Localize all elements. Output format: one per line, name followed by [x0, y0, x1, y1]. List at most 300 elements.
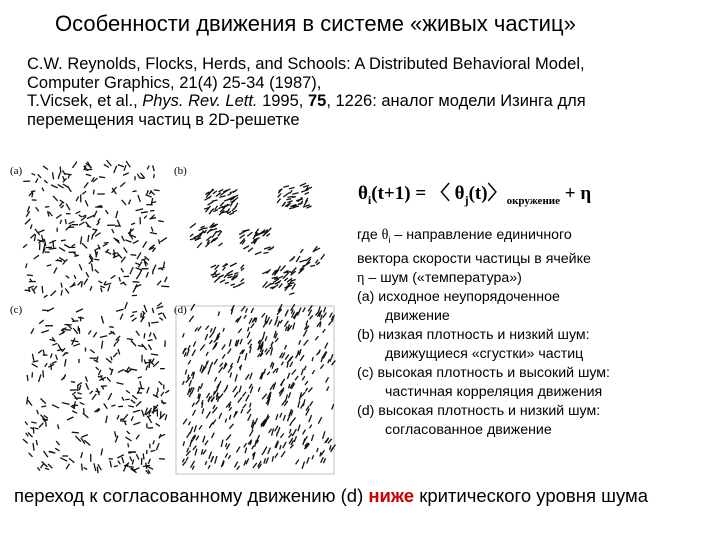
particle: [292, 370, 296, 375]
particle: [90, 350, 95, 353]
particle: [248, 414, 251, 421]
particle: [264, 369, 266, 374]
particle: [220, 202, 224, 206]
particle: [52, 361, 57, 363]
particle: [48, 464, 52, 468]
particle: [159, 459, 165, 460]
particle: [160, 238, 167, 242]
particle: [198, 386, 200, 392]
particle: [212, 200, 218, 201]
particle: [247, 232, 252, 236]
particle: [137, 174, 139, 178]
particle: [272, 278, 276, 279]
particle: [213, 391, 214, 396]
particle: [115, 431, 116, 437]
particle: [210, 332, 214, 338]
particle: [136, 268, 143, 270]
particle: [190, 427, 193, 434]
particle: [82, 464, 83, 471]
particle: [215, 206, 218, 210]
particle: [205, 441, 208, 446]
particle: [208, 202, 214, 206]
particle: [203, 436, 205, 443]
particle: [286, 310, 288, 315]
particle: [250, 403, 251, 408]
particle: [61, 240, 66, 241]
particle: [299, 340, 301, 345]
particle: [220, 280, 225, 283]
reference-year: 1995,: [257, 92, 308, 110]
desc-theta-index: i: [388, 234, 391, 245]
particle: [205, 334, 207, 340]
particle: [287, 373, 289, 379]
particle: [230, 415, 231, 420]
particle: [197, 243, 202, 249]
particle: [130, 267, 133, 274]
desc-direction: – направление единичного: [390, 227, 572, 243]
particle: [146, 466, 153, 469]
particle: [23, 439, 28, 443]
particle: [59, 331, 65, 335]
particle: [187, 433, 190, 438]
particle: [326, 377, 329, 382]
particle: [147, 387, 149, 393]
particle: [273, 382, 276, 389]
particle: [189, 422, 191, 426]
particle: [264, 458, 266, 463]
particle: [131, 255, 137, 256]
particle: [31, 225, 33, 229]
particle: [263, 332, 265, 339]
particle: [290, 257, 296, 262]
particle: [213, 210, 218, 212]
particle: [320, 315, 322, 321]
particle: [185, 370, 186, 375]
particle: [277, 266, 281, 272]
particle: [31, 422, 36, 423]
particle: [242, 230, 249, 232]
particle: [86, 174, 91, 176]
particle: [222, 354, 225, 358]
particle: [152, 358, 155, 363]
particle: [320, 365, 323, 369]
particle: [66, 276, 70, 279]
particle: [225, 419, 226, 423]
particle: [108, 285, 110, 291]
particle: [73, 344, 80, 347]
particle: [143, 453, 144, 459]
particle: [76, 196, 79, 201]
particle: [157, 303, 161, 307]
particle: [292, 193, 298, 195]
particle: [82, 243, 87, 248]
particle: [136, 454, 139, 459]
particle: [213, 405, 215, 409]
particle: [39, 375, 41, 382]
particle: [58, 424, 59, 429]
particle: [202, 409, 204, 414]
particle: [292, 418, 295, 422]
particle: [151, 227, 153, 232]
particle: [205, 461, 207, 465]
particle: [213, 191, 217, 194]
particle: [65, 325, 72, 326]
particle: [240, 339, 242, 345]
particle: [271, 348, 273, 356]
particle: [212, 276, 217, 277]
particle: [280, 445, 281, 450]
particle: [38, 350, 42, 353]
particle: [321, 254, 325, 259]
particle: [61, 205, 64, 208]
particle: [113, 353, 117, 358]
particle: [144, 216, 147, 219]
particle: [156, 443, 159, 450]
particle: [247, 332, 250, 338]
particle: [233, 386, 237, 392]
particle: [243, 404, 246, 408]
particle: [147, 190, 149, 195]
particle: [81, 317, 82, 322]
particle: [94, 463, 96, 471]
particle: [200, 345, 205, 351]
particle: [307, 206, 312, 208]
particle: [114, 343, 116, 347]
particle: [148, 428, 154, 429]
desc-line-1: [357, 226, 707, 250]
particle: [298, 425, 300, 432]
panel-a-particles: [23, 160, 169, 298]
particle: [89, 261, 92, 264]
particle: [72, 244, 76, 246]
desc-line-3: [357, 269, 707, 288]
particle: [56, 355, 58, 360]
particle: [123, 173, 129, 176]
particle: [125, 302, 128, 309]
particle: [142, 410, 144, 417]
particle: [241, 279, 244, 282]
particle: [208, 368, 210, 374]
particle: [44, 415, 48, 418]
simulation-figure: [6, 158, 344, 480]
particle: [43, 416, 45, 421]
particle: [292, 197, 296, 198]
particle: [247, 409, 251, 414]
particle: [59, 247, 65, 251]
particle: [53, 196, 58, 201]
particle: [45, 468, 49, 469]
particle: [92, 264, 93, 272]
particle: [96, 367, 99, 370]
particle: [34, 234, 35, 241]
particle: [229, 213, 234, 215]
desc-a-1: (a) исходное неупорядоченное: [357, 288, 560, 305]
particle: [296, 460, 299, 465]
particle: [310, 265, 315, 266]
particle: [211, 274, 217, 276]
particle: [225, 282, 229, 283]
particle: [125, 240, 131, 242]
particle: [215, 377, 217, 381]
particle: [118, 370, 124, 373]
particle: [72, 411, 77, 414]
particle: [159, 318, 163, 321]
particle: [81, 281, 82, 287]
particle: [289, 187, 295, 189]
particle: [26, 263, 27, 268]
particle: [132, 318, 137, 322]
particle: [90, 391, 93, 394]
particle: [52, 343, 57, 345]
particle: [187, 350, 190, 357]
particle: [71, 340, 79, 341]
particle: [66, 464, 69, 469]
particle: [122, 200, 126, 205]
particle: [32, 364, 38, 367]
particle: [131, 223, 135, 225]
particle: [289, 293, 294, 295]
particle: [308, 387, 312, 392]
particle: [220, 363, 223, 367]
particle: [106, 358, 112, 362]
particle: [212, 231, 216, 237]
conclusion-suffix: критического уровня шума: [414, 485, 649, 506]
particle: [140, 381, 142, 389]
particle: [99, 177, 105, 178]
particle: [130, 315, 134, 317]
panel-label-d: (d): [174, 304, 187, 316]
particle: [65, 289, 69, 294]
particle: [235, 374, 237, 381]
particle: [330, 354, 333, 361]
particle: [159, 434, 161, 438]
particle: [303, 430, 306, 435]
particle: [104, 404, 108, 409]
particle: [293, 323, 295, 330]
particle: [146, 463, 147, 469]
particle: [280, 434, 284, 438]
particle: [87, 215, 94, 218]
reference-line-2: Computer Graphics, 21(4) 25-34 (1987),: [27, 73, 322, 92]
particle: [332, 404, 334, 409]
particle: [120, 314, 123, 320]
formula-lhs: (t+1) = 〈: [371, 183, 455, 204]
particle: [312, 455, 314, 459]
particle: [266, 234, 270, 237]
particle: [79, 222, 85, 225]
particle: [76, 309, 83, 312]
particle: [151, 354, 158, 355]
particle: [134, 468, 140, 471]
particle: [73, 328, 77, 334]
particle: [97, 222, 100, 225]
particle: [312, 357, 313, 361]
particle: [304, 340, 309, 346]
particle: [27, 397, 28, 405]
particle: [165, 390, 169, 393]
particle: [148, 459, 150, 464]
particle: [264, 447, 267, 452]
particle: [229, 424, 233, 429]
particle: [72, 392, 75, 395]
particle: [66, 204, 70, 211]
particle: [51, 364, 52, 370]
particle: [265, 349, 267, 353]
particle: [39, 320, 44, 324]
particle: [310, 401, 313, 406]
particle: [73, 162, 77, 168]
particle: [238, 397, 242, 402]
particle: [114, 466, 118, 467]
particle: [136, 435, 139, 440]
particle: [71, 382, 75, 383]
particle: [246, 308, 248, 313]
particle: [123, 282, 127, 285]
conclusion-highlight: ниже: [368, 485, 415, 506]
particle: [230, 372, 232, 377]
particle: [55, 448, 59, 451]
particle: [126, 390, 130, 393]
particle: [290, 422, 292, 426]
particle: [244, 460, 246, 465]
particle: [26, 433, 29, 436]
particle: [82, 191, 86, 194]
particle: [116, 211, 118, 218]
particle: [146, 195, 152, 198]
particle: [249, 384, 252, 389]
particle: [219, 413, 222, 419]
particle: [84, 279, 88, 285]
particle: [245, 353, 247, 360]
particle: [109, 327, 114, 328]
particle: [302, 265, 306, 266]
particle: [276, 414, 278, 420]
particle: [138, 377, 142, 378]
particle: [192, 466, 194, 470]
particle: [272, 456, 273, 462]
particle: [189, 380, 191, 386]
particle: [289, 207, 295, 209]
particle: [25, 422, 28, 425]
particle: [234, 203, 238, 209]
particle: [158, 313, 162, 315]
particle: [229, 339, 231, 346]
particle: [60, 167, 61, 174]
desc-where: где: [357, 227, 382, 243]
particle: [218, 312, 219, 316]
particle: [183, 381, 185, 385]
particle: [238, 329, 242, 333]
particle: [321, 457, 324, 463]
particle: [111, 275, 116, 278]
particle: [76, 211, 81, 213]
particle: [300, 249, 303, 253]
particle: [330, 445, 331, 450]
particle: [98, 464, 101, 470]
particle: [221, 440, 223, 448]
particle: [132, 395, 137, 399]
particle: [258, 354, 261, 358]
particle: [323, 329, 326, 333]
particle: [200, 383, 202, 389]
particle: [85, 200, 88, 206]
particle: [97, 467, 98, 474]
particle: [323, 313, 327, 318]
particle: [128, 406, 134, 407]
particle: [148, 416, 152, 423]
particle: [107, 377, 111, 381]
particle: [58, 173, 60, 179]
particle: [287, 357, 292, 363]
particle: [146, 365, 148, 370]
particle: [60, 220, 61, 224]
particle: [269, 319, 272, 324]
particle: [183, 459, 185, 463]
particle: [86, 383, 89, 390]
particle: [165, 340, 166, 347]
particle: [133, 191, 137, 192]
particle: [215, 456, 217, 464]
particle: [280, 265, 285, 271]
particle: [186, 457, 188, 461]
particle: [72, 321, 78, 322]
particle: [124, 165, 126, 171]
particle: [192, 350, 195, 356]
particle: [120, 421, 126, 422]
particle: [283, 186, 289, 188]
particle: [284, 278, 288, 281]
particle: [44, 451, 48, 457]
particle: [145, 362, 150, 363]
particle: [262, 313, 265, 317]
desc-b-1: (b) низкая плотность и низкий шум:: [357, 326, 590, 343]
particle: [276, 368, 278, 373]
particle: [84, 440, 90, 445]
particle: [23, 244, 27, 247]
particle: [51, 291, 57, 296]
particle: [95, 270, 99, 274]
particle: [112, 229, 114, 233]
particle: [307, 457, 309, 463]
desc-noise: – шум («температура»): [364, 269, 522, 286]
particle: [190, 439, 192, 447]
particle: [230, 263, 237, 267]
particle: [44, 180, 47, 183]
particle: [311, 434, 313, 441]
particle: [237, 356, 240, 363]
particle: [316, 260, 319, 264]
particle: [302, 376, 305, 380]
desc-d-2: согласованное движение: [385, 421, 552, 438]
particle: [120, 182, 125, 187]
particle: [58, 184, 64, 188]
particle: [34, 255, 39, 259]
index-j: j: [464, 192, 469, 207]
particle: [42, 286, 43, 293]
particle: [206, 412, 210, 419]
simulation-panels: [6, 158, 344, 480]
particle: [193, 410, 196, 416]
particle: [46, 422, 47, 427]
particle: [301, 190, 309, 193]
particle: [151, 322, 158, 323]
desc-c-1: (c) высокая плотность и высокий шум:: [357, 364, 610, 381]
particle: [275, 453, 278, 458]
particle: [37, 410, 39, 414]
formula-rhs: (t)〉: [468, 183, 507, 204]
particle: [283, 415, 285, 421]
particle: [107, 160, 112, 166]
